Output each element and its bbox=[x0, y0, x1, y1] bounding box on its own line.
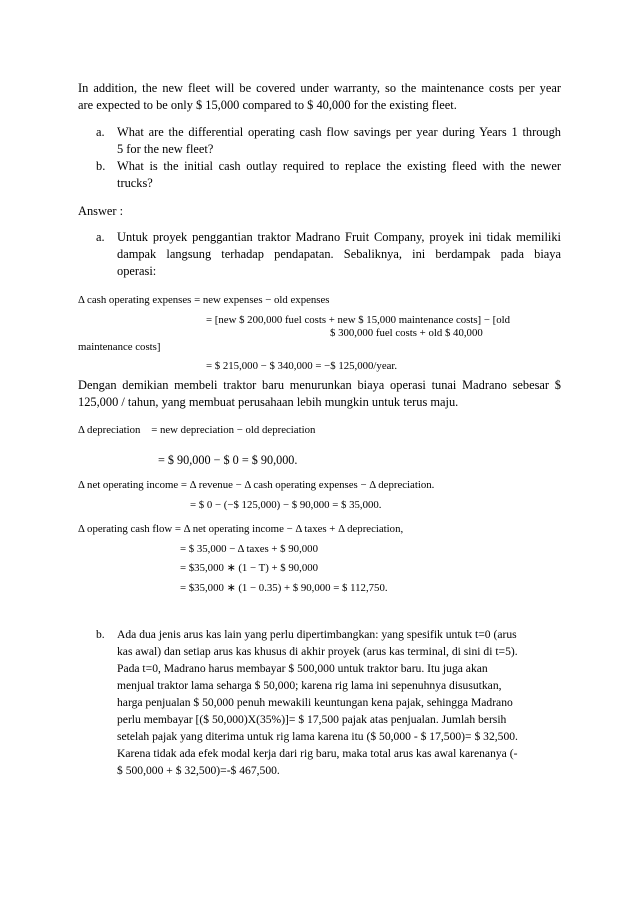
question-line: What is the initial cash outlay required to replace the existing fleed with the newer bbox=[117, 159, 561, 173]
intro-line: In addition, the new fleet will be covered under warranty, so the maintenance costs per year bbox=[78, 81, 561, 95]
formula-line: $ 300,000 fuel costs + old $ 40,000 bbox=[330, 327, 483, 339]
answer-b-line: kas awal) dan setiap arus kas khusus di akhir proyek (arus kas terminal, di sini di t=5). bbox=[117, 645, 518, 658]
answer-label: Answer : bbox=[78, 204, 124, 218]
answer-b-line: Ada dua jenis arus kas lain yang perlu dipertimbangkan: yang spesifik untuk t=0 (arus bbox=[117, 628, 517, 641]
conclusion-line: Dengan demikian membeli traktor baru menurunkan biaya operasi tunai Madrano sebesar $ bbox=[78, 378, 561, 392]
question-line: What are the differential operating cash flow savings per year during Years 1 through bbox=[117, 125, 561, 139]
answer-b-line: menjual traktor lama seharga $ 50,000; karena rig lama ini sepenuhnya disusutkan, bbox=[117, 679, 502, 692]
conclusion-line: 125,000 / tahun, yang membuat perusahaan lebih mungkin untuk terus maju. bbox=[78, 395, 459, 409]
answer-b-line: harga penjualan $ 50,000 penuh mewakili keuntungan kena pajak, sehingga Madrano bbox=[117, 696, 513, 709]
answer-a-line: Untuk proyek penggantian traktor Madrano Fruit Company, proyek ini tidak memiliki bbox=[117, 230, 561, 244]
formula-line: = $35,000 ∗ (1 − 0.35) + $ 90,000 = $ 112,750. bbox=[180, 582, 388, 594]
formula-line: Δ net operating income = Δ revenue − Δ cash operating expenses − Δ depreciation. bbox=[78, 479, 435, 491]
formula-line: = $35,000 ∗ (1 − T) + $ 90,000 bbox=[180, 562, 319, 574]
answer-marker: b. bbox=[96, 628, 105, 641]
question-line: 5 for the new fleet? bbox=[117, 142, 214, 156]
formula-line: maintenance costs] bbox=[78, 341, 161, 353]
formula-line: = $ 90,000 − $ 0 = $ 90,000. bbox=[158, 453, 298, 467]
answer-a-line: operasi: bbox=[117, 264, 157, 278]
formula-line: = $ 0 − (−$ 125,000) − $ 90,000 = $ 35,000. bbox=[190, 499, 382, 511]
answer-a-line: dampak langsung terhadap pendapatan. Sebaliknya, ini berdampak pada biaya bbox=[117, 247, 561, 261]
answer-b-line: perlu membayar [($ 50,000)X(35%)]= $ 17,500 pajak atas penjualan. Jumlah bersih bbox=[117, 713, 507, 726]
answer-b-line: Pada t=0, Madrano harus membayar $ 500,000 untuk traktor baru. Itu juga akan bbox=[117, 662, 488, 675]
formula-line: = $ 215,000 − $ 340,000 = −$ 125,000/year. bbox=[206, 360, 398, 372]
formula-line: Δ operating cash flow = Δ net operating income − Δ taxes + Δ depreciation, bbox=[78, 523, 404, 535]
answer-b-line: Karena tidak ada efek modal kerja dari rig baru, maka total arus kas awal karenanya (- bbox=[117, 747, 518, 760]
answer-b-line: $ 500,000 + $ 32,500)=-$ 467,500. bbox=[117, 764, 280, 777]
formula-line: Δ cash operating expenses = new expenses − old expenses bbox=[78, 294, 330, 306]
question-line: trucks? bbox=[117, 176, 153, 190]
intro-line: are expected to be only $ 15,000 compared to $ 40,000 for the existing fleet. bbox=[78, 98, 457, 112]
formula-line: = [new $ 200,000 fuel costs + new $ 15,000 maintenance costs] − [old bbox=[206, 314, 511, 326]
question-marker: a. bbox=[96, 125, 105, 139]
answer-marker: a. bbox=[96, 230, 105, 244]
question-marker: b. bbox=[96, 159, 106, 173]
answer-b-line: setelah pajak yang diterima untuk rig lama karena itu ($ 50,000 - $ 17,500)= $ 32,500. bbox=[117, 730, 518, 743]
formula-line: Δ depreciation = new depreciation − old depreciation bbox=[78, 424, 316, 436]
formula-line: = $ 35,000 − Δ taxes + $ 90,000 bbox=[180, 543, 318, 555]
